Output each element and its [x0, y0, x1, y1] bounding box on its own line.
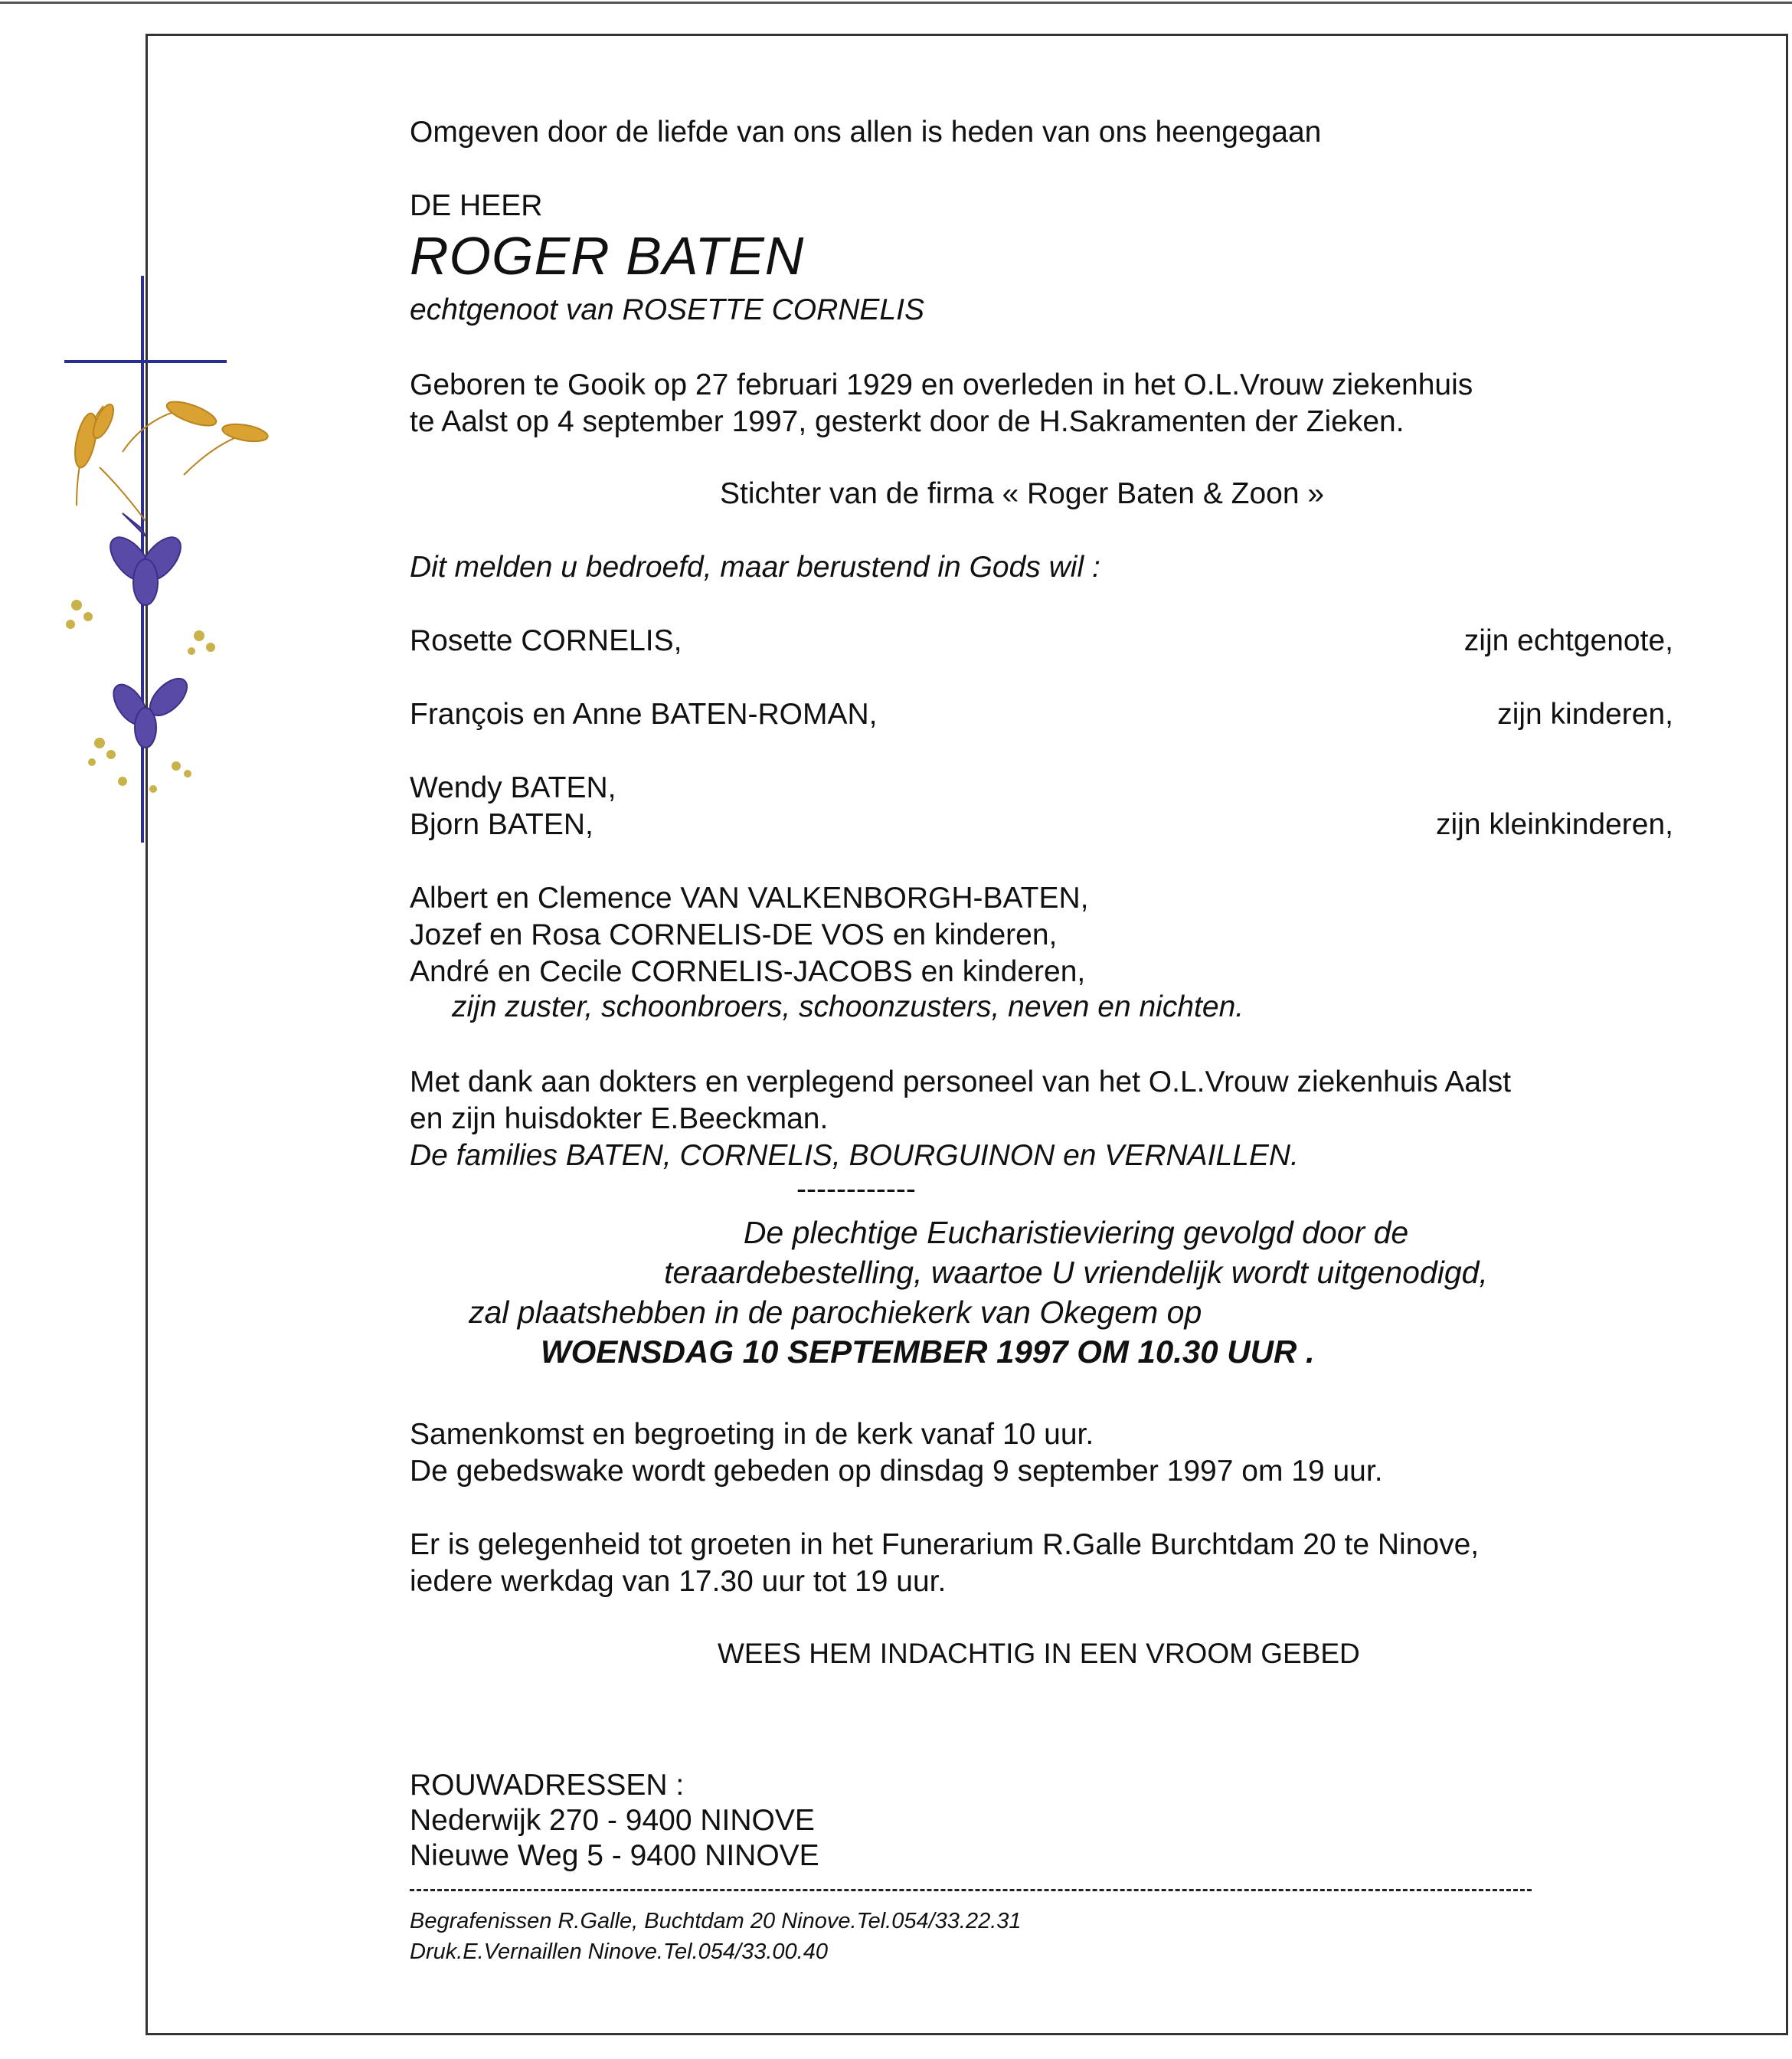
- announce-line: Dit melden u bedroefd, maar berustend in Gods wil :: [410, 551, 1100, 584]
- families-line: De families BATEN, CORNELIS, BOURGUINON en VERNAILLEN.: [410, 1139, 1299, 1172]
- birth-death-line-1: Geboren te Gooik op 27 februari 1929 en overleden in het O.L.Vrouw ziekenhuis: [410, 368, 1473, 401]
- spouse-relation: zijn echtgenote,: [1463, 624, 1673, 657]
- intro-text: Omgeven door de liefde van ons allen is heden van ons heengegaan: [410, 116, 1322, 149]
- cross-flowers-decoration: [31, 276, 337, 843]
- ceremony-date: [541, 1334, 1315, 1370]
- relative-2: Jozef en Rosa CORNELIS-DE VOS en kinderen,: [410, 918, 1058, 951]
- thanks-line-1: Met dank aan dokters en verplegend personeel van het O.L.Vrouw ziekenhuis Aalst: [410, 1066, 1512, 1098]
- spouse-name: Rosette CORNELIS,: [410, 624, 682, 657]
- grandchild-1: Wendy BATEN,: [410, 771, 616, 804]
- wheat-icon: [71, 397, 270, 521]
- birth-death-line-2: te Aalst op 4 september 1997, gesterkt door de H.Sakramenten der Zieken.: [410, 405, 1404, 438]
- children-relation: zijn kinderen,: [1497, 698, 1673, 731]
- scan-top-line: [0, 2, 1792, 4]
- footer-line-1: Begrafenissen R.Galle, Buchtdam 20 Ninove.Tel.054/33.22.31: [410, 1909, 1022, 1933]
- visit-line-2: iedere werkdag van 17.30 uur tot 19 uur.: [410, 1565, 947, 1598]
- spouse-line: echtgenoot van ROSETTE CORNELIS: [410, 293, 924, 326]
- founder-line: Stichter van de firma « Roger Baten & Zoon »: [720, 477, 1325, 510]
- address-2: Nieuwe Weg 5 - 9400 NINOVE: [410, 1839, 819, 1872]
- gathering-line-2: De gebedswake wordt gebeden op dinsdag 9 september 1997 om 19 uur.: [410, 1455, 1383, 1488]
- gathering-line-1: Samenkomst en begroeting in de kerk vanaf 10 uur.: [410, 1418, 1094, 1451]
- leaf-icon: [66, 600, 215, 793]
- obituary-frame: [146, 34, 1788, 2035]
- separator: ------------: [796, 1173, 916, 1206]
- prayer-line: WEES HEM INDACHTIG IN EEN VROOM GEBED: [718, 1638, 1360, 1669]
- relative-3: André en Cecile CORNELIS-JACOBS en kinderen,: [410, 955, 1086, 988]
- footer-divider: [410, 1889, 1532, 1891]
- addresses-label: ROUWADRESSEN :: [410, 1769, 685, 1802]
- visit-line-1: Er is gelegenheid tot groeten in het Funerarium R.Galle Burchtdam 20 te Ninove,: [410, 1528, 1480, 1561]
- children-names: François en Anne BATEN-ROMAN,: [410, 698, 878, 731]
- ceremony-date-period: .: [1305, 1334, 1315, 1370]
- ceremony-line-2: teraardebestelling, waartoe U vriendelijk wordt uitgenodigd,: [664, 1255, 1488, 1290]
- ceremony-line-1: De plechtige Eucharistieviering gevolgd door de: [743, 1215, 1409, 1250]
- relative-1: Albert en Clemence VAN VALKENBORGH-BATEN,: [410, 882, 1089, 915]
- address-1: Nederwijk 270 - 9400 NINOVE: [410, 1804, 815, 1837]
- deceased-name: ROGER BATEN: [410, 226, 805, 286]
- grandchild-2: Bjorn BATEN,: [410, 808, 594, 841]
- title-prefix: DE HEER: [410, 189, 543, 222]
- ceremony-date-text: WOENSDAG 10 SEPTEMBER 1997 OM 10.30 UUR: [541, 1334, 1297, 1370]
- thanks-line-2: en zijn huisdokter E.Beeckman.: [410, 1102, 829, 1135]
- footer-line-2: Druk.E.Vernaillen Ninove.Tel.054/33.00.40: [410, 1940, 828, 1964]
- ceremony-line-3: zal plaatshebben in de parochiekerk van Okegem op: [469, 1295, 1202, 1330]
- flower-icon: [103, 513, 193, 748]
- grandchildren-relation: zijn kleinkinderen,: [1435, 808, 1673, 841]
- relatives-relation: zijn zuster, schoonbroers, schoonzusters, neven en nichten.: [452, 990, 1244, 1023]
